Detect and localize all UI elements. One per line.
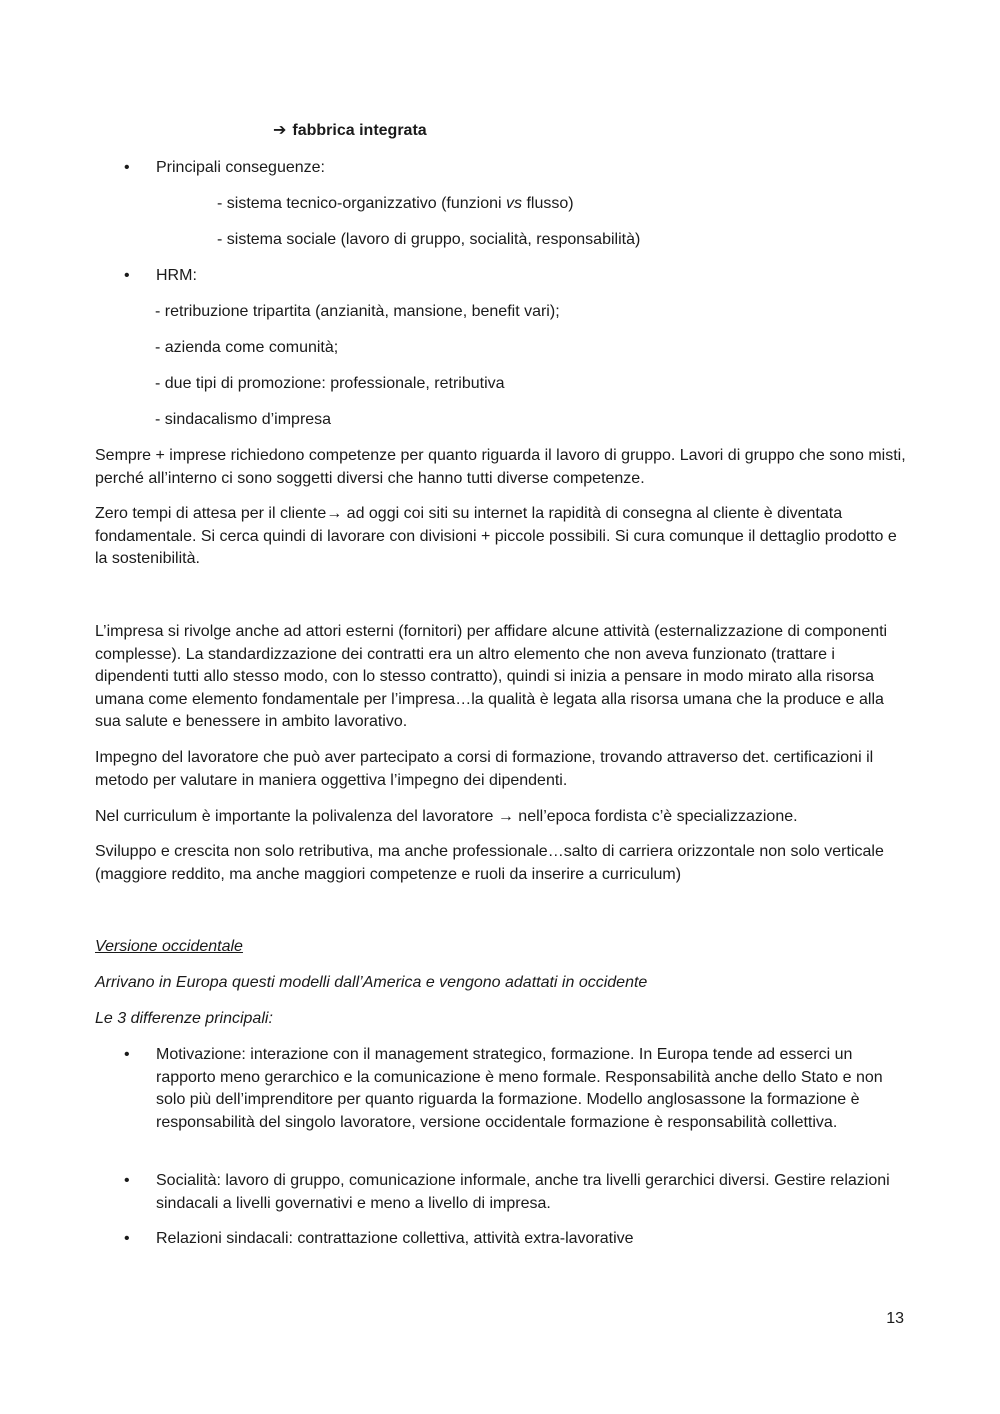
list-item: Socialità: lavoro di gruppo, comunicazione informale, anche tra livelli gerarchici diversi. Gestire relazioni sindacali a livelli governativi e meno a livello di impresa. — [156, 1172, 890, 1212]
hrm-item: - sindacalismo d’impresa — [155, 411, 332, 428]
paragraph: L’impresa si rivolge anche ad attori esterni (fornitori) per affidare alcune attività (esternalizzazione di componenti complesse). La standardizzazione dei contratti era un altro elemento che non aveva funzionato (trattare i dipendenti tutti allo stesso modo, con lo stesso contratto), quindi si inizia a pensare in modo mirato alla risorsa umana come elemento fondamentale per l’impresa…la qualità è legata alla risorsa umana che la produce e alla sua salute e benessere in ambito lavorativo. — [95, 623, 888, 730]
paragraph: Zero tempi di attesa per il cliente→ ad oggi coi siti su internet la rapidità di consegna al cliente è diventata fondamentale. Si cerca quindi di lavorare con divisioni + piccole possibili. Si cura comunque il dettaglio prodotto e la sostenibilità. — [95, 505, 897, 567]
section-lead: Le 3 differenze principali: — [95, 1010, 273, 1027]
section-subtitle: Arrivano in Europa questi modelli dall’America e vengono adattati in occidente — [95, 974, 648, 991]
bullet-icon: • — [124, 159, 130, 176]
heading-text: fabbrica integrata — [292, 122, 427, 139]
page-number: 13 — [886, 1310, 904, 1327]
conseguenze-title: Principali conseguenze: — [156, 159, 325, 176]
paragraph: Sempre + imprese richiedono competenze per quanto riguarda il lavoro di gruppo. Lavori di gruppo che sono misti, perché all’interno ci sono soggetti diversi che hanno tutti diverse competenze. — [95, 447, 906, 487]
hrm-item: - due tipi di promozione: professionale, retributiva — [155, 375, 505, 392]
hrm-item: - retribuzione tripartita (anzianità, mansione, benefit vari); — [155, 303, 560, 320]
paragraph: Sviluppo e crescita non solo retributiva, ma anche professionale…salto di carriera orizzontale non solo verticale (maggiore reddito, ma anche maggiori competenze e ruoli da inserire a curriculum) — [95, 843, 884, 883]
heading-line — [273, 120, 427, 143]
bullet-icon: • — [124, 1172, 130, 1189]
conseguenze-item: - sistema tecnico-organizzativo (funzioni vs flusso) — [217, 195, 574, 212]
hrm-title: HRM: — [156, 267, 197, 284]
list-item: Relazioni sindacali: contrattazione collettiva, attività extra-lavorative — [156, 1230, 634, 1247]
section-title: Versione occidentale — [95, 938, 243, 955]
hrm-item: - azienda come comunità; — [155, 339, 339, 356]
conseguenze-item: - sistema sociale (lavoro di gruppo, socialità, responsabilità) — [217, 231, 641, 248]
paragraph: Nel curriculum è importante la polivalenza del lavoratore → nell’epoca fordista c’è specializzazione. — [95, 808, 798, 825]
right-arrow-icon: ➔ — [273, 122, 287, 139]
list-item: Motivazione: interazione con il management strategico, formazione. In Europa tende ad esserci un rapporto meno gerarchico e la comunicazione è meno formale. Responsabilità anche dello Stato e non solo più dell’imprenditore per quanto riguarda la formazione. Modello anglosassone la formazione è responsabilità del singolo lavoratore, versione occidentale formazione è responsabilità collettiva. — [156, 1046, 883, 1131]
bullet-icon: • — [124, 1230, 130, 1247]
bullet-icon: • — [124, 267, 130, 284]
paragraph: Impegno del lavoratore che può aver partecipato a corsi di formazione, trovando attraverso det. certificazioni il metodo per valutare in maniera oggettiva l’impegno dei dipendenti. — [95, 749, 874, 789]
bullet-icon: • — [124, 1046, 130, 1063]
